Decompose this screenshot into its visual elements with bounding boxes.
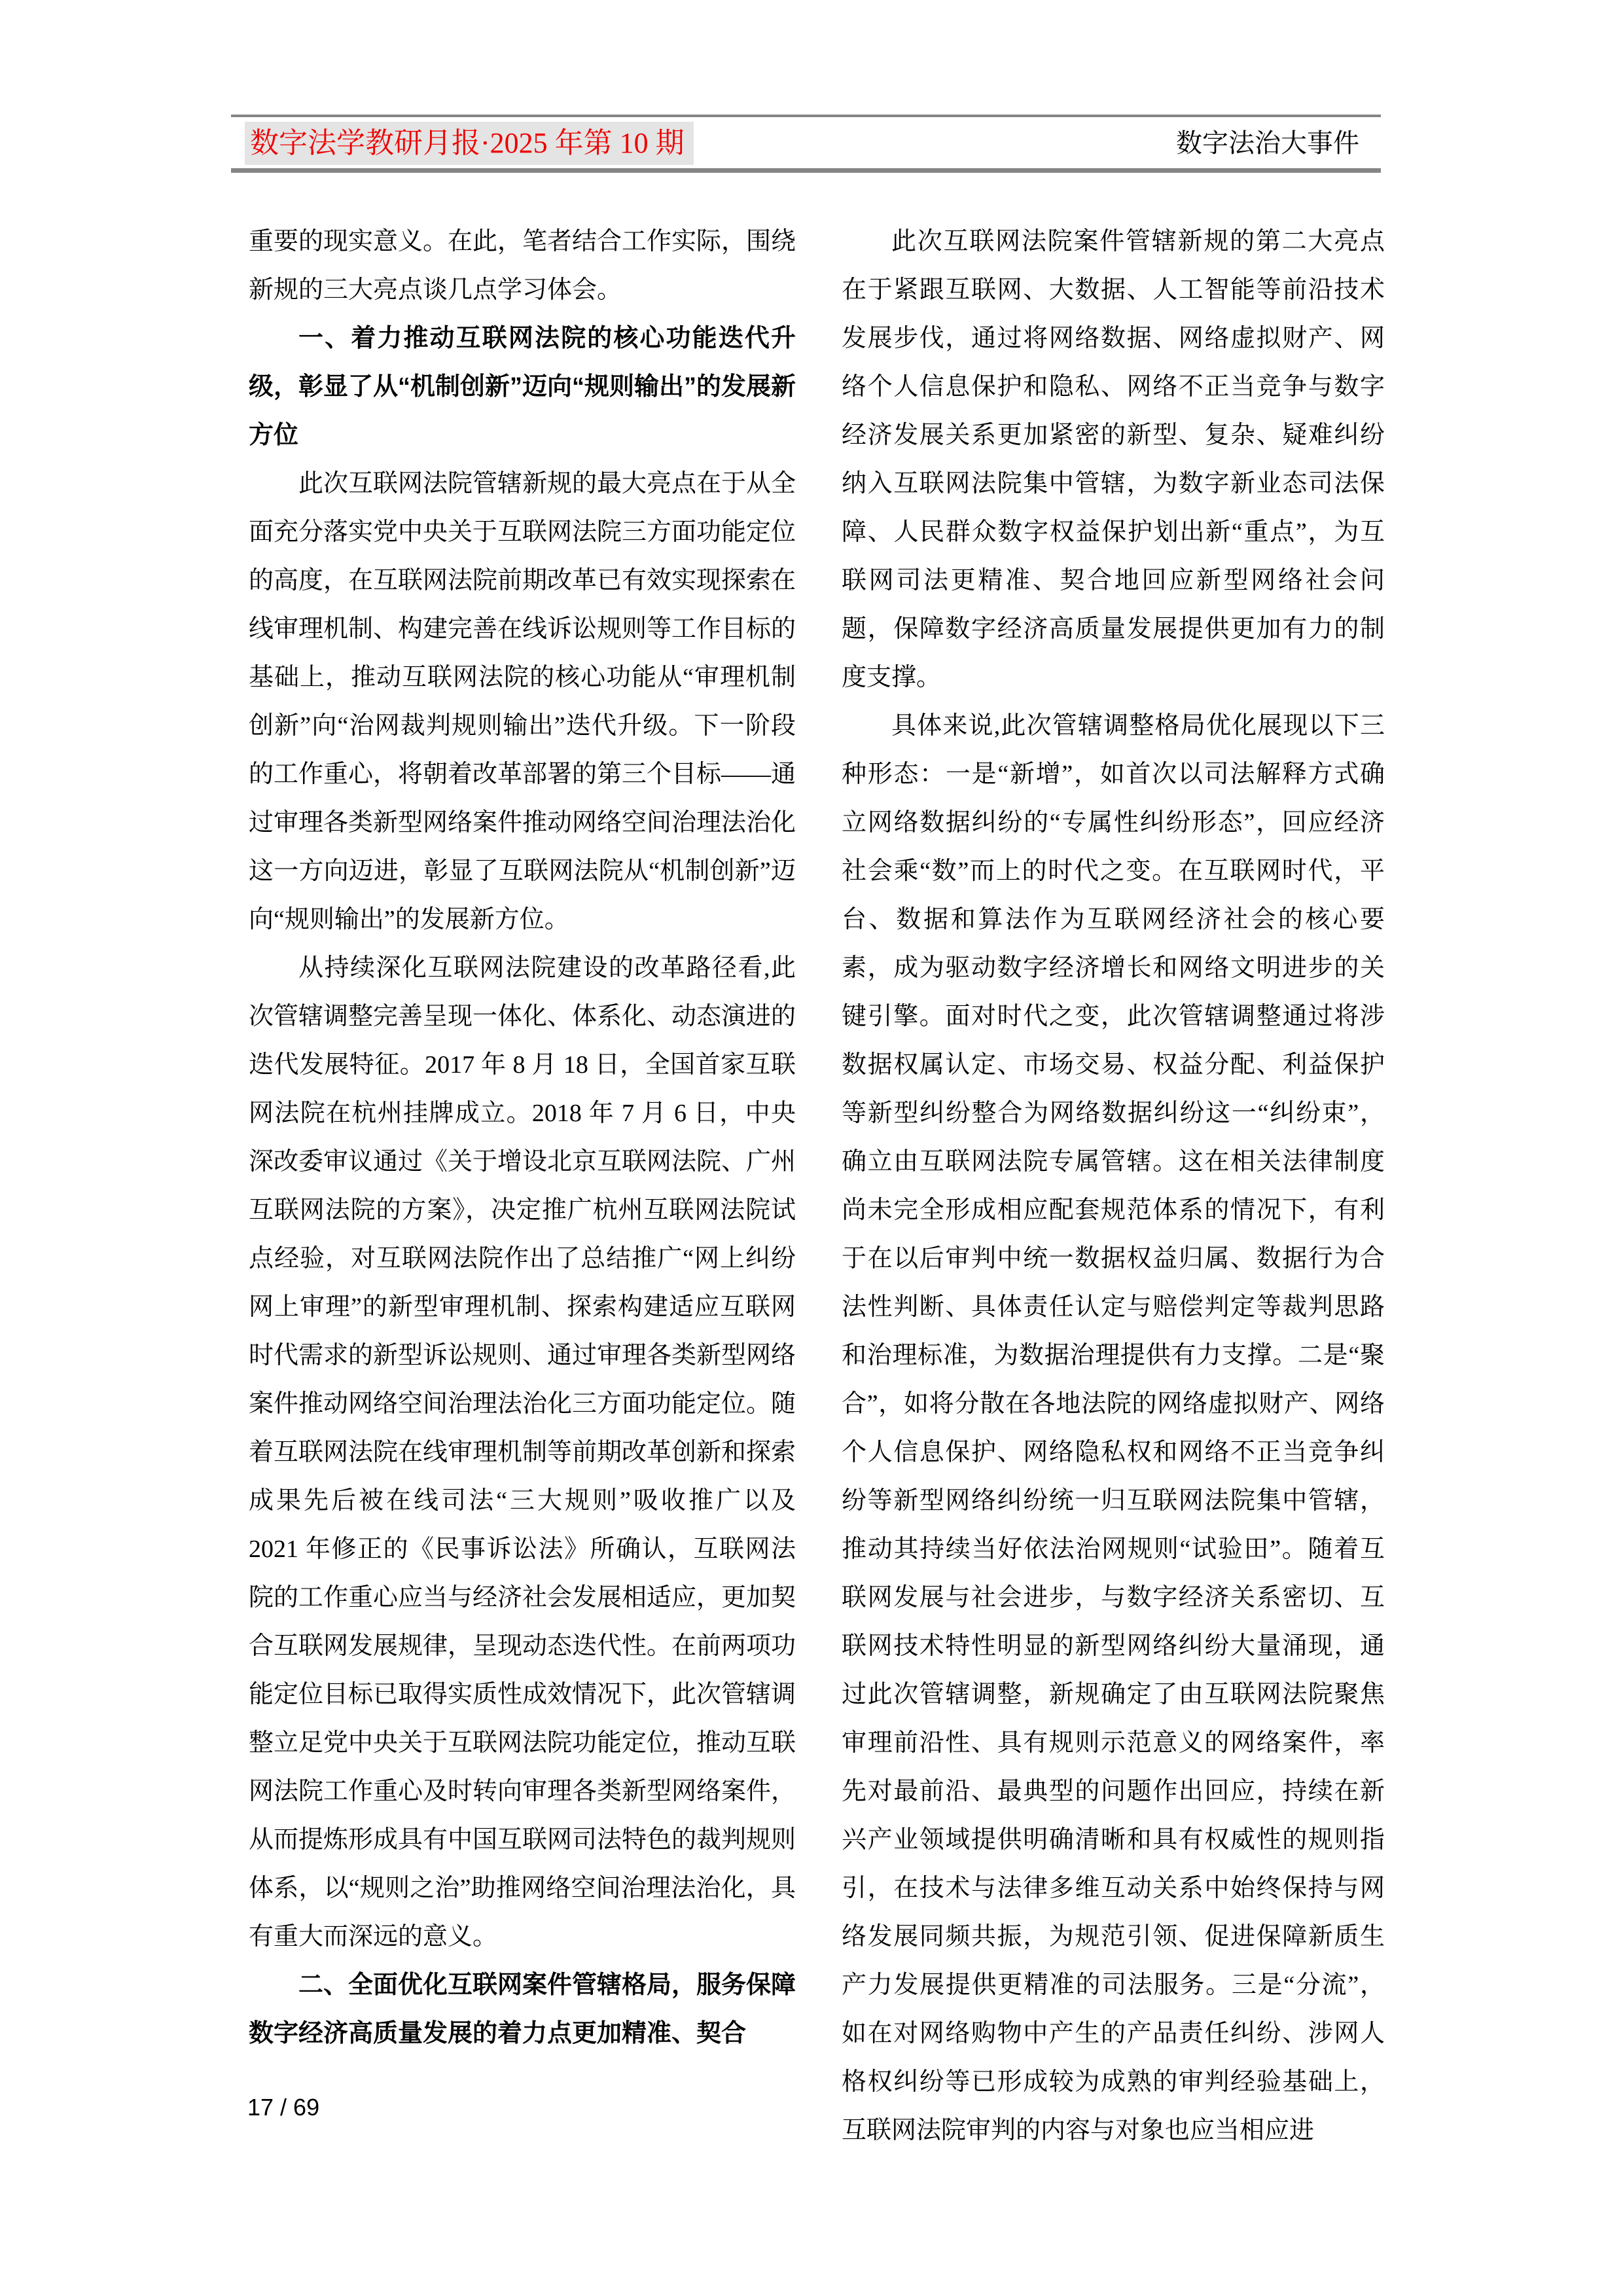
body-paragraph: 此次互联网法院案件管辖新规的第二大亮点在于紧跟互联网、大数据、人工智能等前沿技术发展步伐，通过将网络数据、网络虚拟财产、网络个人信息保护和隐私、网络不正当竞争与数字经济发展关系更加紧密的新型、复杂、疑难纠纷纳入互联网法院集中管辖，为数字新业态司法保障、人民群众数字权益保护划出新“重点”，为互联网司法更精准、契合地回应新型网络社会问题，保障数字经济高质量发展提供更加有力的制度支撑。 <box>842 228 1385 691</box>
page-number: 17 / 69 <box>247 2094 320 2121</box>
section-heading: 二、全面优化互联网案件管辖格局，服务保障数字经济高质量发展的着力点更加精准、契合 <box>249 1971 796 2047</box>
section-heading: 一、着力推动互联网法院的核心功能迭代升级，彰显了从“机制创新”迈向“规则输出”的发展新方位 <box>249 325 796 449</box>
header-rule-top <box>231 115 1381 117</box>
body-paragraph: 重要的现实意义。在此，笔者结合工作实际，围绕新规的三大亮点谈几点学习体会。 <box>249 228 796 304</box>
body-paragraph: 此次互联网法院管辖新规的最大亮点在于从全面充分落实党中央关于互联网法院三方面功能定位的高度，在互联网法院前期改革已有效实现探索在线审理机制、构建完善在线诉讼规则等工作目标的基础上，推动互联网法院的核心功能从“审理机制创新”向“治网裁判规则输出”迭代升级。下一阶段的工作重心，将朝着改革部署的第三个目标——通过审理各类新型网络案件推动网络空间治理法治化这一方向迈进，彰显了互联网法院从“机制创新”迈向“规则输出”的发展新方位。 <box>249 470 796 933</box>
journal-title: 数字法学教研月报·2025 年第 10 期 <box>245 122 694 165</box>
header-rule-bottom <box>231 168 1381 173</box>
body-paragraph: 从持续深化互联网法院建设的改革路径看,此次管辖调整完善呈现一体化、体系化、动态演进的迭代发展特征。2017 年 8 月 18 日，全国首家互联网法院在杭州挂牌成立。2018 年 7 月 6 日，中央深改委审议通过《关于增设北京互联网法院、广州互联网法院的方案》，决定推广杭州互联网法院试点经验，对互联网法院作出了总结推广“网上纠纷网上审理”的新型审理机制、探索构建适应互联网时代需求的新型诉讼规则、通过审理各类新型网络案件推动网络空间治理法治化三方面功能定位。随着互联网法院在线审理机制等前期改革创新和探索成果先后被在线司法“三大规则”吸收推广以及 2021 年修正的《民事诉讼法》所确认，互联网法院的工作重心应当与经济社会发展相适应，更加契合互联网发展规律，呈现动态迭代性。在前两项功能定位目标已取得实质性成效情况下，此次管辖调整立足党中央关于互联网法院功能定位，推动互联网法院工作重心及时转向审理各类新型网络案件，从而提炼形成具有中国互联网司法特色的裁判规则体系，以“规则之治”助推网络空间治理法治化，具有重大而深远的意义。 <box>249 954 796 1950</box>
body-paragraph: 具体来说,此次管辖调整格局优化展现以下三种形态：一是“新增”，如首次以司法解释方式确立网络数据纠纷的“专属性纠纷形态”，回应经济社会乘“数”而上的时代之变。在互联网时代，平台、数据和算法作为互联网经济社会的核心要素，成为驱动数字经济增长和网络文明进步的关键引擎。面对时代之变，此次管辖调整通过将涉数据权属认定、市场交易、权益分配、利益保护等新型纠纷整合为网络数据纠纷这一“纠纷束”，确立由互联网法院专属管辖。这在相关法律制度尚未完全形成相应配套规范体系的情况下，有利于在以后审判中统一数据权益归属、数据行为合法性判断、具体责任认定与赔偿判定等裁判思路和治理标准，为数据治理提供有力支撑。二是“聚合”，如将分散在各地法院的网络虚拟财产、网络个人信息保护、网络隐私权和网络不正当竞争纠纷等新型网络纠纷统一归互联网法院集中管辖，推动其持续当好依法治网规则“试验田”。随着互联网发展与社会进步，与数字经济关系密切、互联网技术特性明显的新型网络纠纷大量涌现，通过此次管辖调整，新规确定了由互联网法院聚焦审理前沿性、具有规则示范意义的网络案件，率先对最前沿、最典型的问题作出回应，持续在新兴产业领域提供明确清晰和具有权威性的规则指引，在技术与法律多维互动关系中始终保持与网络发展同频共振，为规范引领、促进保障新质生产力发展提供更精准的司法服务。三是“分流”，如在对网络购物中产生的产品责任纠纷、涉网人格权纠纷等已形成较为成熟的审判经验基础上，互联网法院审判的内容与对象也应当相应进 <box>842 712 1385 2144</box>
text-column-left <box>249 217 796 2058</box>
section-title: 数字法治大事件 <box>1176 128 1359 158</box>
text-column-right <box>842 217 1385 2155</box>
